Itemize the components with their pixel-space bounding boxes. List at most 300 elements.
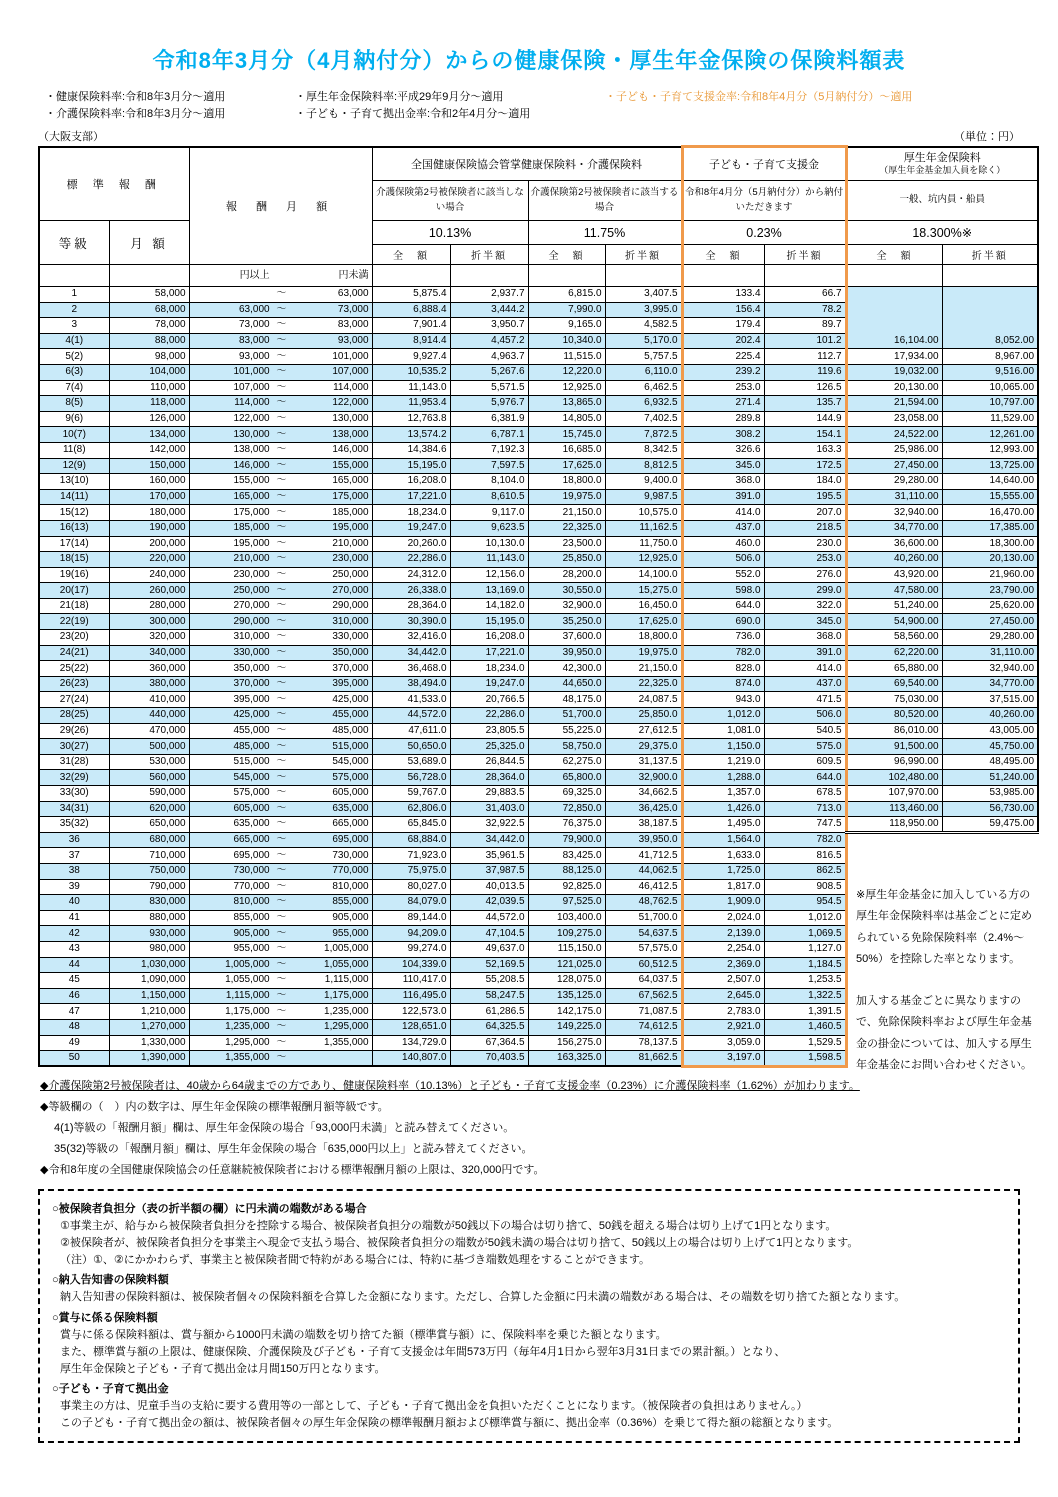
shien-half-cell: 276.0 bbox=[764, 567, 846, 583]
monthly-amount-cell: 650,000 bbox=[109, 817, 189, 833]
health-no-kaigo-full-cell: 30,390.0 bbox=[372, 614, 450, 630]
pension-half-cell: 34,770.00 bbox=[942, 676, 1038, 692]
health-no-kaigo-full-cell: 84,079.0 bbox=[372, 895, 450, 911]
health-no-kaigo-full-cell: 128,651.0 bbox=[372, 1019, 450, 1035]
pension-full-cell: 25,986.00 bbox=[846, 442, 942, 458]
range-to: 1,175,000 bbox=[324, 990, 369, 1002]
health-kaigo-half-cell: 19,975.0 bbox=[605, 645, 682, 661]
health-no-kaigo-full-cell: 59,767.0 bbox=[372, 786, 450, 802]
grade-cell: 42 bbox=[39, 926, 109, 942]
range-tilde: ～ bbox=[276, 802, 287, 814]
range-from: 1,355,000 bbox=[225, 1052, 270, 1064]
pension-full-cell: 47,580.00 bbox=[846, 583, 942, 599]
pension-fund-note-1: ※厚生年金基金に加入している方の厚生年金保険料率は基金ごとに定められている免除保険料率（2.4%～50%）を控除した率となります。 bbox=[856, 889, 1032, 966]
range-to: 93,000 bbox=[337, 335, 369, 347]
shien-full-cell: 156.4 bbox=[682, 302, 764, 318]
health-no-kaigo-half-cell: 16,208.0 bbox=[450, 630, 528, 646]
footnote-upper-limit: ◆令和8年度の全国健康保険協会の任意継続被保険者における標準報酬月額の上限は、320,000円です。 bbox=[40, 1164, 545, 1177]
grade-cell: 43 bbox=[39, 941, 109, 957]
range-tilde: ～ bbox=[276, 537, 287, 549]
range-to: 290,000 bbox=[332, 600, 369, 612]
range-tilde: ～ bbox=[276, 631, 287, 643]
range-to: 114,000 bbox=[333, 381, 369, 393]
shien-half-cell: 1,012.0 bbox=[764, 910, 846, 926]
range-tilde: ～ bbox=[276, 615, 287, 627]
health-no-kaigo-full-cell: 94,209.0 bbox=[372, 926, 450, 942]
grade-cell: 49 bbox=[39, 1035, 109, 1051]
pension-full-cell: 86,010.00 bbox=[846, 723, 942, 739]
health-kaigo-half-cell: 21,150.0 bbox=[605, 661, 682, 677]
salary-range-cell bbox=[189, 287, 372, 303]
rate-note-column-2 bbox=[295, 89, 605, 122]
grade-cell: 14(11) bbox=[39, 489, 109, 505]
monthly-amount-cell: 590,000 bbox=[109, 786, 189, 802]
health-kaigo-half-cell: 6,932.5 bbox=[605, 396, 682, 412]
header-health1-rate: 10.13% bbox=[372, 221, 528, 245]
salary-range-cell bbox=[189, 333, 372, 349]
shien-half-cell: 154.1 bbox=[764, 427, 846, 443]
pension-full-cell: 21,594.00 bbox=[846, 396, 942, 412]
health-kaigo-half-cell: 24,087.5 bbox=[605, 692, 682, 708]
header-shien-desc: 令和8年4月分（5月納付分）から納付いただきます bbox=[682, 181, 846, 221]
salary-range-cell bbox=[189, 786, 372, 802]
health-no-kaigo-half-cell: 55,208.5 bbox=[450, 973, 528, 989]
monthly-amount-cell: 1,090,000 bbox=[109, 973, 189, 989]
health-no-kaigo-half-cell: 70,403.5 bbox=[450, 1051, 528, 1067]
table-row-grade-10(7) bbox=[39, 427, 1038, 443]
mini-hoshu-cell bbox=[189, 265, 372, 287]
monthly-amount-cell: 380,000 bbox=[109, 676, 189, 692]
health-kaigo-half-cell: 34,662.5 bbox=[605, 786, 682, 802]
range-tilde: ～ bbox=[276, 459, 287, 471]
salary-range-cell bbox=[189, 645, 372, 661]
health-no-kaigo-half-cell: 47,104.5 bbox=[450, 926, 528, 942]
range-to: 515,000 bbox=[332, 740, 369, 752]
shien-half-cell: 368.0 bbox=[764, 630, 846, 646]
footnote-grade4: 4(1)等級の「報酬月額」欄は、厚生年金保険の場合「93,000円未満」と読み替えてください。 bbox=[54, 1121, 515, 1134]
range-tilde: ～ bbox=[276, 693, 287, 705]
range-from: 155,000 bbox=[233, 475, 270, 487]
monthly-amount-cell: 1,210,000 bbox=[109, 1004, 189, 1020]
salary-range-cell bbox=[189, 817, 372, 833]
monthly-amount-cell: 750,000 bbox=[109, 863, 189, 879]
table-row-grade-6(3) bbox=[39, 364, 1038, 380]
range-tilde: ～ bbox=[276, 662, 287, 674]
grade-cell: 45 bbox=[39, 973, 109, 989]
health-no-kaigo-half-cell: 40,013.5 bbox=[450, 879, 528, 895]
rate-note-kaigo: ・介護保険料率:令和8年3月分～適用 bbox=[45, 107, 226, 120]
header-h2-sethan: 折半額 bbox=[605, 245, 682, 265]
grade-cell: 33(30) bbox=[39, 786, 109, 802]
monthly-amount-cell: 830,000 bbox=[109, 895, 189, 911]
salary-range-cell bbox=[189, 380, 372, 396]
shien-full-cell: 368.0 bbox=[682, 474, 764, 490]
range-tilde: ～ bbox=[276, 475, 287, 487]
grade-cell: 46 bbox=[39, 988, 109, 1004]
shien-half-cell: 101.2 bbox=[764, 333, 846, 349]
salary-range-cell bbox=[189, 910, 372, 926]
health-kaigo-half-cell: 15,275.0 bbox=[605, 583, 682, 599]
health-no-kaigo-half-cell: 20,766.5 bbox=[450, 692, 528, 708]
pension-half-cell: 48,495.00 bbox=[942, 754, 1038, 770]
health-kaigo-half-cell: 41,712.5 bbox=[605, 848, 682, 864]
shien-full-cell: 736.0 bbox=[682, 630, 764, 646]
health-no-kaigo-full-cell: 14,384.6 bbox=[372, 442, 450, 458]
health-kaigo-full-cell: 92,825.0 bbox=[528, 879, 605, 895]
pension-full-cell: 51,240.00 bbox=[846, 598, 942, 614]
monthly-amount-cell: 170,000 bbox=[109, 489, 189, 505]
range-tilde: ～ bbox=[276, 787, 287, 799]
salary-range-cell bbox=[189, 630, 372, 646]
range-from: 455,000 bbox=[233, 724, 270, 736]
mini-empty-cell bbox=[372, 265, 450, 287]
health-no-kaigo-half-cell: 28,364.0 bbox=[450, 770, 528, 786]
salary-range-cell bbox=[189, 661, 372, 677]
table-row-grade-29(26) bbox=[39, 723, 1038, 739]
salary-range-cell bbox=[189, 505, 372, 521]
health-kaigo-half-cell: 25,850.0 bbox=[605, 708, 682, 724]
yen-under-label: 円未満 bbox=[338, 269, 369, 281]
grade-cell: 26(23) bbox=[39, 676, 109, 692]
range-to: 210,000 bbox=[332, 537, 369, 549]
range-from: 290,000 bbox=[233, 615, 270, 627]
health-no-kaigo-full-cell: 16,208.0 bbox=[372, 474, 450, 490]
health-kaigo-full-cell: 128,075.0 bbox=[528, 973, 605, 989]
shien-half-cell: 506.0 bbox=[764, 708, 846, 724]
grade-cell: 1 bbox=[39, 287, 109, 303]
health-no-kaigo-full-cell: 34,442.0 bbox=[372, 645, 450, 661]
health-no-kaigo-half-cell: 8,610.5 bbox=[450, 489, 528, 505]
range-tilde: ～ bbox=[276, 927, 287, 939]
monthly-amount-cell: 126,000 bbox=[109, 411, 189, 427]
shien-full-cell: 460.0 bbox=[682, 536, 764, 552]
table-row-grade-38 bbox=[39, 863, 1038, 879]
range-tilde: ～ bbox=[276, 381, 287, 393]
shien-full-cell: 308.2 bbox=[682, 427, 764, 443]
pension-half-cell: 40,260.00 bbox=[942, 708, 1038, 724]
shien-half-cell: 172.5 bbox=[764, 458, 846, 474]
pension-half-cell: 31,110.00 bbox=[942, 645, 1038, 661]
range-tilde: ～ bbox=[276, 709, 287, 721]
table-row-grade-34(31) bbox=[39, 801, 1038, 817]
range-from: 1,115,000 bbox=[225, 990, 270, 1002]
monthly-amount-cell: 200,000 bbox=[109, 536, 189, 552]
shien-half-cell: 163.3 bbox=[764, 442, 846, 458]
health-no-kaigo-full-cell: 44,572.0 bbox=[372, 708, 450, 724]
monthly-amount-cell: 58,000 bbox=[109, 287, 189, 303]
shien-half-cell: 207.0 bbox=[764, 505, 846, 521]
shien-full-cell: 1,564.0 bbox=[682, 832, 764, 848]
pension-full-cell: 58,560.00 bbox=[846, 630, 942, 646]
mini-empty-cell bbox=[528, 265, 605, 287]
table-row-grade-32(29) bbox=[39, 770, 1038, 786]
health-kaigo-half-cell: 14,100.0 bbox=[605, 567, 682, 583]
shien-half-cell: 184.0 bbox=[764, 474, 846, 490]
shien-half-cell: 135.7 bbox=[764, 396, 846, 412]
shien-full-cell: 437.0 bbox=[682, 520, 764, 536]
shien-full-cell: 644.0 bbox=[682, 598, 764, 614]
health-kaigo-half-cell: 11,162.5 bbox=[605, 520, 682, 536]
health-kaigo-full-cell: 44,650.0 bbox=[528, 676, 605, 692]
range-from: 1,175,000 bbox=[225, 1005, 270, 1017]
range-to: 1,295,000 bbox=[324, 1021, 369, 1033]
grade-cell: 6(3) bbox=[39, 364, 109, 380]
range-from: 545,000 bbox=[233, 771, 270, 783]
grade-cell: 12(9) bbox=[39, 458, 109, 474]
shien-full-cell: 3,059.0 bbox=[682, 1035, 764, 1051]
monthly-amount-cell: 930,000 bbox=[109, 926, 189, 942]
pension-title: 厚生年金保険料 bbox=[903, 151, 981, 164]
footnote-grade35: 35(32)等級の「報酬月額」欄は、厚生年金保険の場合「635,000円以上」と読み替えてください。 bbox=[54, 1143, 533, 1156]
mini-empty-cell bbox=[605, 265, 682, 287]
monthly-amount-cell: 68,000 bbox=[109, 302, 189, 318]
table-row-grade-14(11) bbox=[39, 489, 1038, 505]
range-to: 695,000 bbox=[332, 834, 369, 846]
shien-full-cell: 225.4 bbox=[682, 349, 764, 365]
health-kaigo-full-cell: 51,700.0 bbox=[528, 708, 605, 724]
grade-cell: 37 bbox=[39, 848, 109, 864]
pension-half-cell: 13,725.00 bbox=[942, 458, 1038, 474]
rule-heading: ○被保険者負担分（表の折半額の欄）に円未満の端数がある場合 bbox=[52, 1203, 367, 1216]
range-tilde: ～ bbox=[276, 756, 287, 768]
shien-full-cell: 2,921.0 bbox=[682, 1019, 764, 1035]
table-row-grade-31(28) bbox=[39, 754, 1038, 770]
table-row-grade-1 bbox=[39, 287, 1038, 303]
rule-text: 事業主の方は、児童手当の支給に要する費用等の一部として、子ども・子育て拠出金を負担いただくことになります。（被保険者の負担はありません。） bbox=[60, 1399, 808, 1412]
health-kaigo-half-cell: 51,700.0 bbox=[605, 910, 682, 926]
monthly-amount-cell: 180,000 bbox=[109, 505, 189, 521]
shien-full-cell: 2,783.0 bbox=[682, 1004, 764, 1020]
shien-half-cell: 437.0 bbox=[764, 676, 846, 692]
range-to: 130,000 bbox=[332, 413, 369, 425]
pension-full-cell: 27,450.00 bbox=[846, 458, 942, 474]
health-kaigo-half-cell: 6,462.5 bbox=[605, 380, 682, 396]
range-from: 730,000 bbox=[233, 865, 270, 877]
range-tilde: ～ bbox=[276, 1036, 287, 1048]
salary-range-cell bbox=[189, 676, 372, 692]
monthly-amount-cell: 620,000 bbox=[109, 801, 189, 817]
grade-cell: 27(24) bbox=[39, 692, 109, 708]
health-kaigo-full-cell: 163,325.0 bbox=[528, 1051, 605, 1067]
health-kaigo-half-cell: 7,402.5 bbox=[605, 411, 682, 427]
health-kaigo-half-cell: 48,762.5 bbox=[605, 895, 682, 911]
range-from: 83,000 bbox=[239, 335, 270, 347]
health-no-kaigo-full-cell: 71,923.0 bbox=[372, 848, 450, 864]
health-no-kaigo-half-cell: 11,143.0 bbox=[450, 552, 528, 568]
rule-heading: ○賞与に係る保険料額 bbox=[52, 1311, 158, 1324]
shien-half-cell: 322.0 bbox=[764, 598, 846, 614]
health-kaigo-half-cell: 8,812.5 bbox=[605, 458, 682, 474]
header-pension-rate: 18.300%※ bbox=[846, 221, 1038, 245]
shien-full-cell: 2,024.0 bbox=[682, 910, 764, 926]
range-to: 730,000 bbox=[332, 849, 369, 861]
health-no-kaigo-half-cell: 6,381.9 bbox=[450, 411, 528, 427]
pension-half-cell: 8,967.00 bbox=[942, 349, 1038, 365]
table-caption-row bbox=[38, 128, 1020, 144]
monthly-amount-cell: 142,000 bbox=[109, 442, 189, 458]
range-to: 905,000 bbox=[332, 912, 369, 924]
range-to: 350,000 bbox=[332, 646, 369, 658]
grade-cell: 40 bbox=[39, 895, 109, 911]
grade-cell: 5(2) bbox=[39, 349, 109, 365]
grade-cell: 44 bbox=[39, 957, 109, 973]
range-from: 605,000 bbox=[233, 802, 270, 814]
rate-note-shienkin: ・子ども・子育て支援金率:令和8年4月分（5月納付分）～適用 bbox=[605, 91, 913, 103]
health-kaigo-half-cell: 31,137.5 bbox=[605, 754, 682, 770]
table-row-grade-22(19) bbox=[39, 614, 1038, 630]
pension-half-cell: 29,280.00 bbox=[942, 630, 1038, 646]
health-no-kaigo-full-cell: 13,574.2 bbox=[372, 427, 450, 443]
shien-half-cell: 112.7 bbox=[764, 349, 846, 365]
range-tilde: ～ bbox=[276, 834, 287, 846]
pension-half-cell: 23,790.00 bbox=[942, 583, 1038, 599]
mini-empty-cell bbox=[450, 265, 528, 287]
range-to: 1,055,000 bbox=[324, 958, 369, 970]
health-no-kaigo-full-cell: 47,611.0 bbox=[372, 723, 450, 739]
health-kaigo-full-cell: 28,200.0 bbox=[528, 567, 605, 583]
salary-range-cell bbox=[189, 754, 372, 770]
range-to: 605,000 bbox=[332, 787, 369, 799]
health-no-kaigo-full-cell: 38,494.0 bbox=[372, 676, 450, 692]
health-no-kaigo-half-cell: 31,403.0 bbox=[450, 801, 528, 817]
range-from: 138,000 bbox=[233, 444, 270, 456]
health-kaigo-half-cell: 54,637.5 bbox=[605, 926, 682, 942]
salary-range-cell bbox=[189, 567, 372, 583]
monthly-amount-cell: 104,000 bbox=[109, 364, 189, 380]
pension-full-merged-cell: 16,104.00 bbox=[846, 287, 942, 349]
pension-half-cell: 43,005.00 bbox=[942, 723, 1038, 739]
header-pension-desc: 一般、坑内員・船員 bbox=[846, 181, 1038, 221]
monthly-amount-cell: 240,000 bbox=[109, 567, 189, 583]
pension-full-cell: 65,880.00 bbox=[846, 661, 942, 677]
header-h2-zengaku: 全 額 bbox=[528, 245, 605, 265]
shien-full-cell: 828.0 bbox=[682, 661, 764, 677]
health-no-kaigo-full-cell: 5,875.4 bbox=[372, 287, 450, 303]
health-kaigo-full-cell: 11,515.0 bbox=[528, 349, 605, 365]
shien-half-cell: 126.5 bbox=[764, 380, 846, 396]
health-no-kaigo-full-cell: 18,234.0 bbox=[372, 505, 450, 521]
range-to: 770,000 bbox=[332, 865, 369, 877]
grade-cell: 39 bbox=[39, 879, 109, 895]
range-tilde: ～ bbox=[276, 444, 287, 456]
range-to: 1,235,000 bbox=[324, 1005, 369, 1017]
monthly-amount-cell: 88,000 bbox=[109, 333, 189, 349]
range-to: 635,000 bbox=[332, 802, 369, 814]
pension-full-cell: 19,032.00 bbox=[846, 364, 942, 380]
table-row-grade-30(27) bbox=[39, 739, 1038, 755]
health-no-kaigo-half-cell: 4,963.7 bbox=[450, 349, 528, 365]
pension-full-cell: 31,110.00 bbox=[846, 489, 942, 505]
shien-full-cell: 690.0 bbox=[682, 614, 764, 630]
range-to: 485,000 bbox=[332, 724, 369, 736]
shien-full-cell: 239.2 bbox=[682, 364, 764, 380]
monthly-amount-cell: 78,000 bbox=[109, 318, 189, 334]
range-tilde: ～ bbox=[276, 865, 287, 877]
table-row-grade-37 bbox=[39, 848, 1038, 864]
range-to: 665,000 bbox=[332, 818, 369, 830]
grade-cell: 11(8) bbox=[39, 442, 109, 458]
salary-range-cell bbox=[189, 349, 372, 365]
grade-cell: 50 bbox=[39, 1051, 109, 1067]
shien-full-cell: 943.0 bbox=[682, 692, 764, 708]
salary-range-cell bbox=[189, 832, 372, 848]
table-row-grade-36 bbox=[39, 832, 1038, 848]
health-no-kaigo-half-cell: 34,442.0 bbox=[450, 832, 528, 848]
range-from: 955,000 bbox=[233, 943, 270, 955]
salary-range-cell bbox=[189, 1004, 372, 1020]
pension-full-cell: 69,540.00 bbox=[846, 676, 942, 692]
health-kaigo-half-cell: 27,612.5 bbox=[605, 723, 682, 739]
health-kaigo-full-cell: 15,745.0 bbox=[528, 427, 605, 443]
health-no-kaigo-full-cell: 110,417.0 bbox=[372, 973, 450, 989]
shien-full-cell: 345.0 bbox=[682, 458, 764, 474]
table-row-grade-23(20) bbox=[39, 630, 1038, 646]
shien-full-cell: 2,369.0 bbox=[682, 957, 764, 973]
grade-cell: 35(32) bbox=[39, 817, 109, 833]
rate-note-health: ・健康保険料率:令和8年3月分～適用 bbox=[45, 91, 226, 103]
health-kaigo-full-cell: 97,525.0 bbox=[528, 895, 605, 911]
range-tilde: ～ bbox=[276, 1021, 287, 1033]
range-from: 1,005,000 bbox=[225, 958, 270, 970]
pension-half-cell: 53,985.00 bbox=[942, 786, 1038, 802]
pension-full-cell: 32,940.00 bbox=[846, 505, 942, 521]
pension-full-cell: 80,520.00 bbox=[846, 708, 942, 724]
health-kaigo-half-cell: 16,450.0 bbox=[605, 598, 682, 614]
table-row-grade-7(4) bbox=[39, 380, 1038, 396]
pension-half-cell: 11,529.00 bbox=[942, 411, 1038, 427]
footnote-kaigo: ◆介護保険第2号被保険者は、40歳から64歳までの方であり、健康保険料率（10.13%）と子ども・子育て支援金率（0.23%）に介護保険料率（1.62%）が加わります。 bbox=[40, 1079, 860, 1092]
range-to: 83,000 bbox=[337, 319, 369, 331]
health-no-kaigo-full-cell: 12,763.8 bbox=[372, 411, 450, 427]
shien-full-cell: 598.0 bbox=[682, 583, 764, 599]
range-from: 1,295,000 bbox=[225, 1036, 270, 1048]
health-no-kaigo-half-cell: 4,457.2 bbox=[450, 333, 528, 349]
range-to: 370,000 bbox=[332, 662, 369, 674]
health-kaigo-full-cell: 30,550.0 bbox=[528, 583, 605, 599]
health-kaigo-full-cell: 135,125.0 bbox=[528, 988, 605, 1004]
table-row-grade-24(21) bbox=[39, 645, 1038, 661]
grade-cell: 23(20) bbox=[39, 630, 109, 646]
monthly-amount-cell: 440,000 bbox=[109, 708, 189, 724]
range-to: 195,000 bbox=[332, 522, 369, 534]
health-kaigo-full-cell: 21,150.0 bbox=[528, 505, 605, 521]
health-no-kaigo-half-cell: 6,787.1 bbox=[450, 427, 528, 443]
range-from: 425,000 bbox=[233, 709, 270, 721]
shien-full-cell: 1,219.0 bbox=[682, 754, 764, 770]
health-kaigo-full-cell: 42,300.0 bbox=[528, 661, 605, 677]
health-no-kaigo-half-cell: 5,267.6 bbox=[450, 364, 528, 380]
health-kaigo-half-cell: 36,425.0 bbox=[605, 801, 682, 817]
range-tilde: ～ bbox=[276, 958, 287, 970]
salary-range-cell bbox=[189, 489, 372, 505]
health-kaigo-full-cell: 103,400.0 bbox=[528, 910, 605, 926]
shien-half-cell: 1,184.5 bbox=[764, 957, 846, 973]
pension-full-cell: 23,058.00 bbox=[846, 411, 942, 427]
health-no-kaigo-full-cell: 75,975.0 bbox=[372, 863, 450, 879]
health-kaigo-half-cell: 64,037.5 bbox=[605, 973, 682, 989]
health-no-kaigo-full-cell: 8,914.4 bbox=[372, 333, 450, 349]
shien-full-cell: 1,633.0 bbox=[682, 848, 764, 864]
pension-full-cell: 62,220.00 bbox=[846, 645, 942, 661]
range-from: 810,000 bbox=[233, 896, 270, 908]
health-no-kaigo-half-cell: 67,364.5 bbox=[450, 1035, 528, 1051]
health-no-kaigo-full-cell: 68,884.0 bbox=[372, 832, 450, 848]
health-kaigo-full-cell: 121,025.0 bbox=[528, 957, 605, 973]
health-kaigo-full-cell: 156,275.0 bbox=[528, 1035, 605, 1051]
health-kaigo-full-cell: 14,805.0 bbox=[528, 411, 605, 427]
shien-full-cell: 179.4 bbox=[682, 318, 764, 334]
range-to: 63,000 bbox=[337, 288, 369, 300]
